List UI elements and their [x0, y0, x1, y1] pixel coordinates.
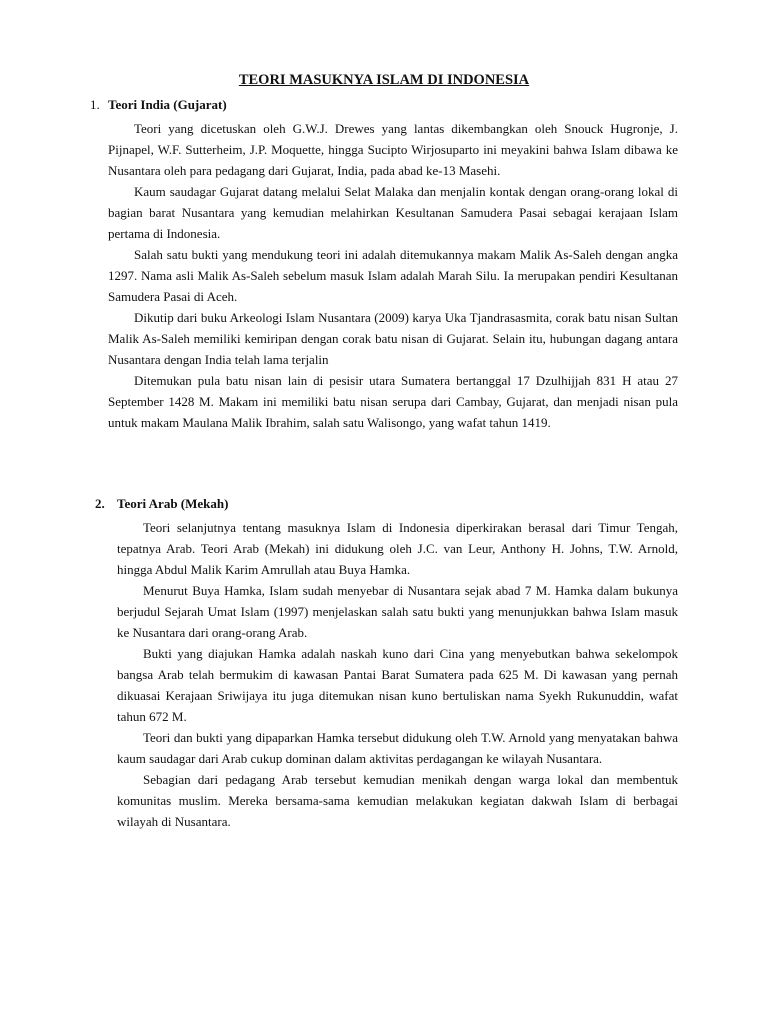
- section-number: 1.: [90, 97, 100, 112]
- paragraph: Dikutip dari buku Arkeologi Islam Nusantara (2009) karya Uka Tjandrasasmita, corak batu nisan Sultan Malik As-Saleh memiliki kemiripan dengan corak batu nisan di Gujarat. Selain itu, hubungan dagang antara Nusantara dengan India telah lama terjalin: [108, 310, 678, 367]
- paragraph: Menurut Buya Hamka, Islam sudah menyebar di Nusantara sejak abad 7 M. Hamka dalam bukunya berjudul Sejarah Umat Islam (1997) menjelaskan salah satu bukti yang menunjukkan bahwa Islam masuk ke Nusantara dari orang-orang Arab.: [117, 583, 678, 640]
- paragraph: Teori selanjutnya tentang masuknya Islam di Indonesia diperkirakan berasal dari Timur Tengah, tepatnya Arab. Teori Arab (Mekah) ini didukung oleh J.C. van Leur, Anthony H. Johns, T.W. Arnold, hingga Abdul Malik Karim Amrullah atau Buya Hamka.: [117, 520, 678, 577]
- section-title: Teori Arab (Mekah): [117, 496, 229, 511]
- paragraph: Salah satu bukti yang mendukung teori ini adalah ditemukannya makam Malik As-Saleh dengan angka 1297. Nama asli Malik As-Saleh sebelum masuk Islam adalah Marah Silu. Ia merupakan pendiri Kesultanan Samudera Pasai di Aceh.: [108, 247, 678, 304]
- section-heading: [90, 96, 678, 114]
- paragraph: Kaum saudagar Gujarat datang melalui Selat Malaka dan menjalin kontak dengan orang-orang lokal di bagian barat Nusantara yang kemudian melahirkan Kesultanan Samudera Pasai sebagai kerajaan Islam pertama di Indonesia.: [108, 184, 678, 241]
- paragraph: Teori yang dicetuskan oleh G.W.J. Drewes yang lantas dikembangkan oleh Snouck Hugronje, J. Pijnapel, W.F. Sutterheim, J.P. Moquette, hingga Sucipto Wirjosuparto ini meyakini bahwa Islam dibawa ke Nusantara oleh para pedagang dari Gujarat, India, pada abad ke-13 Masehi.: [108, 121, 678, 178]
- paragraph: Teori dan bukti yang dipaparkan Hamka tersebut didukung oleh T.W. Arnold yang menyatakan bahwa kaum saudagar dari Arab cukup dominan dalam aktivitas perdagangan ke wilayah Nusantara.: [117, 730, 678, 766]
- document-title: TEORI MASUKNYA ISLAM DI INDONESIA: [238, 72, 530, 88]
- paragraph: Bukti yang diajukan Hamka adalah naskah kuno dari Cina yang menyebutkan bahwa sekelompok bangsa Arab telah bermukim di kawasan Pantai Barat Sumatera pada 625 M. Di kawasan yang pernah dikuasai Kerajaan Sriwijaya itu juga ditemukan nisan kuno bertuliskan nama Syekh Rukunuddin, wafat tahun 672 M.: [117, 646, 678, 724]
- section-number: 2.: [95, 496, 105, 511]
- section-heading: [95, 495, 678, 513]
- section-teori-india: [90, 96, 678, 433]
- section-body: [108, 118, 678, 433]
- section-title: Teori India (Gujarat): [108, 97, 227, 112]
- section-body: [117, 517, 678, 832]
- paragraph: Sebagian dari pedagang Arab tersebut kemudian menikah dengan warga lokal dan membentuk komunitas muslim. Mereka bersama-sama kemudian melakukan kegiatan dakwah Islam di berbagai wilayah di Nusantara.: [117, 772, 678, 829]
- paragraph: Ditemukan pula batu nisan lain di pesisir utara Sumatera bertanggal 17 Dzulhijjah 831 H atau 27 September 1428 M. Makam ini memiliki batu nisan serupa dari Cambay, Gujarat, dan menjadi nisan pula untuk makam Maulana Malik Ibrahim, salah satu Walisongo, yang wafat tahun 1419.: [108, 373, 678, 430]
- section-teori-arab: [95, 495, 678, 832]
